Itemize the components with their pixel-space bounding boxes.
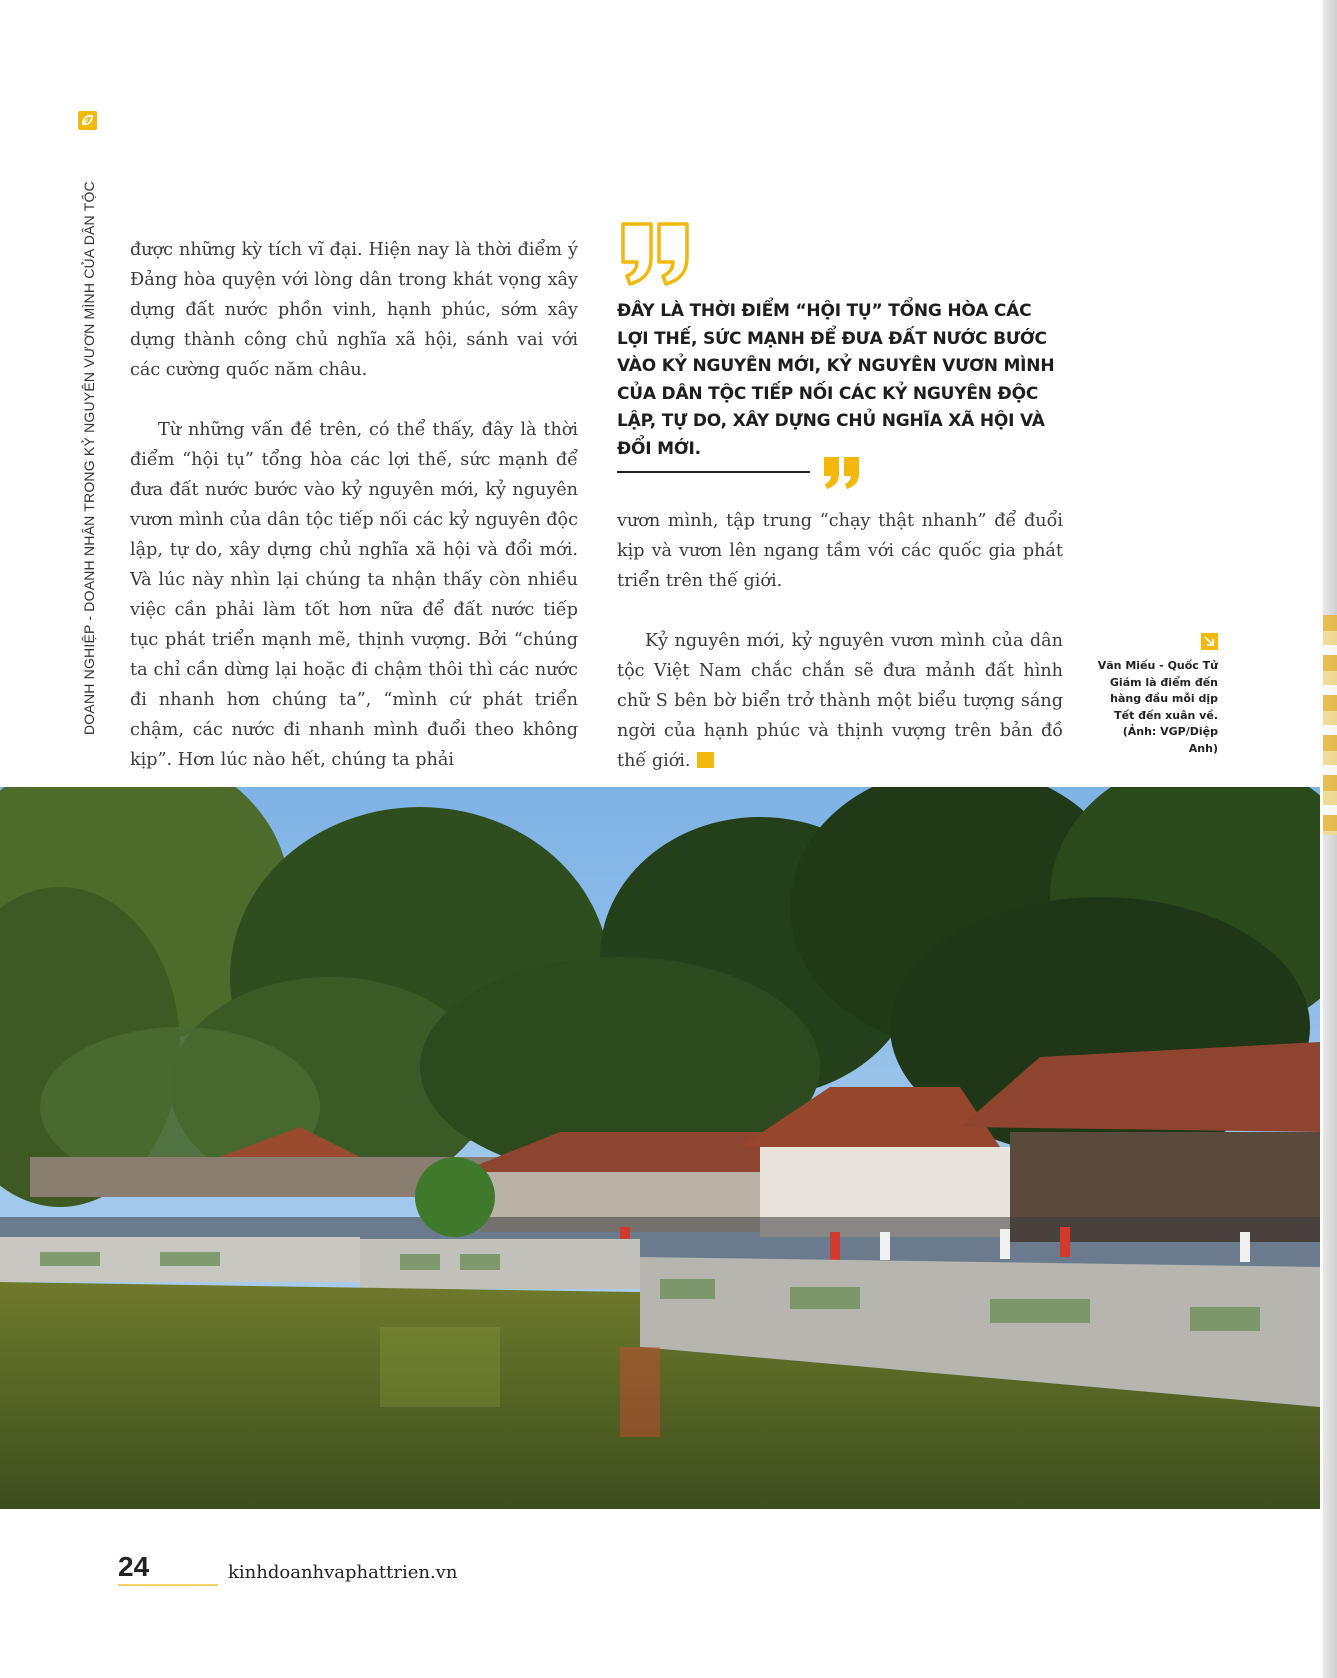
- right-paragraph-2: [617, 626, 1063, 776]
- leaf-badge-icon: [78, 111, 97, 130]
- photo-caption: Văn Miếu - Quốc Tử Giám là điểm đến hàng đầu mỗi dịp Tết đến xuân về. (Ảnh: VGP/Diệp Anh): [1097, 659, 1218, 755]
- close-quote-icon: [823, 456, 861, 490]
- right-column: [617, 506, 1063, 776]
- open-quote-icon: [620, 222, 692, 286]
- pull-quote: ĐÂY LÀ THỜI ĐIỂM “HỘI TỤ” TỔNG HÒA CÁC LỢI THẾ, SỨC MẠNH ĐỂ ĐƯA ĐẤT NƯỚC BƯỚC VÀO KỶ NGUYÊN MỚI, KỶ NGUYÊN VƯƠN MÌNH CỦA DÂN TỘC TIẾP NỐI CÁC KỶ NGUYÊN ĐỘC LẬP, TỰ DO, XÂY DỰNG CHỦ NGHĨA XÃ HỘI VÀ ĐỔI MỚI.: [617, 301, 1055, 459]
- caption-arrow-icon: [1201, 633, 1218, 650]
- page-number: 24: [118, 1551, 150, 1582]
- article-end-mark-icon: [697, 752, 714, 768]
- left-column: [130, 235, 578, 775]
- page-number-rule: [118, 1584, 218, 1586]
- left-paragraph-2: Từ những vấn đề trên, có thể thấy, đây là thời điểm “hội tụ” tổng hòa các lợi thế, sức mạnh để đưa đất nước bước vào kỷ nguyên mới, kỷ nguyên vươn mình của dân tộc tiếp nối các kỷ nguyên độc lập, tự do, xây dựng chủ nghĩa xã hội và đổi mới. Và lúc này nhìn lại chúng ta nhận thấy còn nhiều việc cần phải làm tốt hơn nữa để đất nước tiếp tục phát triển mạnh mẽ, thịnh vượng. Bởi “chúng ta chỉ cần dừng lại hoặc đi chậm thôi thì các nước đi nhanh hơn chúng ta”, “mình cứ phát triển chậm, các nước đi nhanh mình đuổi theo không kịp”. Hơn lúc nào hết, chúng ta phải: [130, 420, 578, 770]
- section-label: DOANH NGHIỆP - DOANH NHÂN TRONG KỶ NGUYÊN VƯƠN MÌNH CỦA DÂN TỘC: [81, 181, 97, 735]
- left-paragraph-1: được những kỳ tích vĩ đại. Hiện nay là thời điểm ý Đảng hòa quyện với lòng dân trong khát vọng xây dựng đất nước phồn vinh, hạnh phúc, sớm xây dựng thành công chủ nghĩa xã hội, sánh vai với các cường quốc năm châu.: [130, 240, 578, 380]
- temple-of-literature-photo: [0, 787, 1320, 1509]
- right-paragraph-2-text: Kỷ nguyên mới, kỷ nguyên vươn mình của dân tộc Việt Nam chắc chắn sẽ đưa mảnh đất hình chữ S bên bờ biển trở thành một biểu tượng sáng ngời của hạnh phúc và thịnh vượng trên bản đồ thế giới.: [617, 631, 1063, 771]
- page-edge-shadow: [1323, 0, 1337, 1678]
- right-paragraph-1: vươn mình, tập trung “chạy thật nhanh” để đuổi kịp và vươn lên ngang tầm với các quốc gia phát triển trên thế giới.: [617, 511, 1063, 591]
- website-url: kinhdoanhvaphattrien.vn: [228, 1562, 458, 1583]
- quote-divider: [617, 471, 810, 473]
- edge-decoration: [1323, 615, 1337, 835]
